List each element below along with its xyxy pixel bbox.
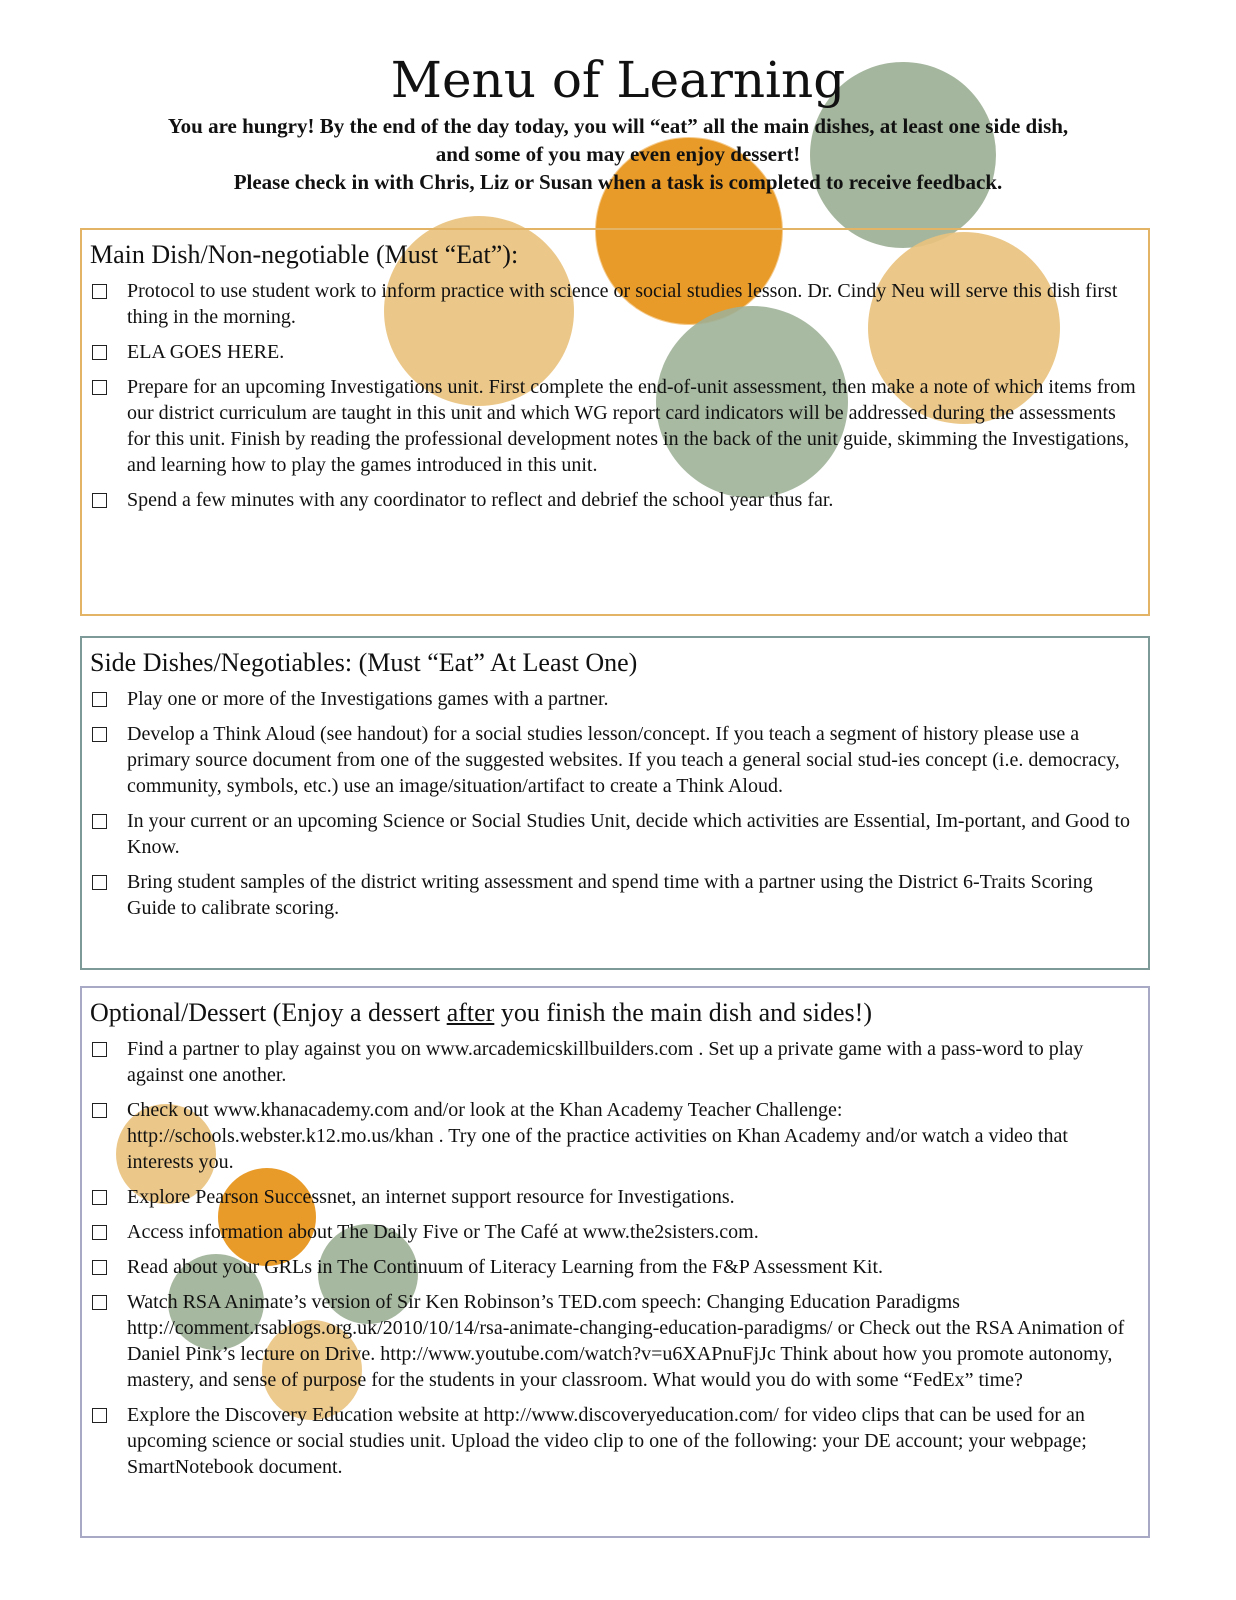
task-text: Develop a Think Aloud (see handout) for a social studies lesson/concept. If you teach a segment of history please use a primary source document from one of the suggested websites. If you teach a general social stud-ies concept (i.e. democracy, community, symbols, etc.) use an image/situation/artifact to create a Think Aloud. [127, 723, 1120, 797]
checkbox[interactable] [92, 1103, 107, 1118]
dessert-title-before: Optional/Dessert (Enjoy a dessert [90, 998, 447, 1027]
task-text: Explore Pearson Successnet, an internet support resource for Investigations. [127, 1186, 735, 1208]
task-item [90, 1402, 1136, 1480]
task-text: Read about your GRLs in The Continuum of Literacy Learning from the F&P Assessment Kit. [127, 1256, 884, 1278]
dessert-section [80, 986, 1150, 1538]
checkbox[interactable] [92, 1225, 107, 1240]
task-item [90, 374, 1136, 478]
task-text: Play one or more of the Investigations games with a partner. [127, 688, 609, 710]
checkbox[interactable] [92, 875, 107, 890]
task-item [90, 686, 1136, 712]
task-item [90, 339, 1136, 365]
checkbox[interactable] [92, 1295, 107, 1310]
task-text: In your current or an upcoming Science or Social Studies Unit, decide which activities are Essential, Im-portant, and Good to Know. [127, 810, 1131, 858]
checkbox[interactable] [92, 1042, 107, 1057]
checkbox[interactable] [92, 284, 107, 299]
intro-line-3: Please check in with Chris, Liz or Susan when a task is completed to receive feedback. [233, 170, 1003, 194]
checkbox[interactable] [92, 380, 107, 395]
task-item [90, 278, 1136, 330]
page-title: Menu of Learning [390, 51, 846, 109]
task-item [90, 721, 1136, 799]
task-item [90, 1184, 1136, 1210]
task-item [90, 1036, 1136, 1088]
main-dish-title: Main Dish/Non-negotiable (Must “Eat”): [90, 240, 519, 269]
checkbox[interactable] [92, 345, 107, 360]
task-text: Bring student samples of the district writing assessment and spend time with a partner using the District 6-Traits Scoring Guide to calibrate scoring. [127, 871, 1093, 919]
checkbox[interactable] [92, 1408, 107, 1423]
task-text: Access information about The Daily Five or The Café at www.the2sisters.com. [127, 1221, 759, 1243]
task-item [90, 869, 1136, 921]
checkbox[interactable] [92, 692, 107, 707]
task-item [90, 1254, 1136, 1280]
task-item [90, 808, 1136, 860]
task-text: Protocol to use student work to inform practice with science or social studies lesson. Dr. Cindy Neu will serve this dish first thing in the morning. [127, 280, 1118, 328]
side-dishes-section [80, 636, 1150, 970]
task-text: Prepare for an upcoming Investigations unit. First complete the end-of-unit assessment, then make a note of which items from our district curriculum are taught in this unit and which WG report card indicators will be addressed during the assessments for this unit. Finish by reading the professional development notes in the back of the unit guide, skimming the Investigations, and learning how to play the games introduced in this unit. [127, 376, 1136, 476]
task-text: Explore the Discovery Education website at http://www.discoveryeducation.com/ for video clips that can be used for an upcoming science or social studies unit. Upload the video clip to one of the following: your DE account; your webpage; SmartNotebook document. [127, 1404, 1087, 1478]
task-text: ELA GOES HERE. [127, 341, 285, 363]
dessert-title-after: you finish the main dish and sides!) [494, 998, 872, 1027]
dessert-title [90, 996, 1136, 1030]
side-dishes-title: Side Dishes/Negotiables: (Must “Eat” At Least One) [90, 648, 638, 677]
checkbox[interactable] [92, 727, 107, 742]
task-item [90, 1219, 1136, 1245]
main-dish-section [80, 228, 1150, 616]
task-text: Watch RSA Animate’s version of Sir Ken Robinson’s TED.com speech: Changing Education Paradigms http://comment.rsablogs.org.uk/2010/10/14/rsa-animate-changing-education-paradigms/ or Check out the RSA Animation of Daniel Pink’s lecture on Drive. http://www.youtube.com/watch?v=u6XAPnuFjJc Think about how you promote autonomy, mastery, and sense of purpose for the students in your classroom. What would you do with some “FedEx” time? [127, 1291, 1125, 1391]
intro-line-2: and some of you may even enjoy dessert! [435, 142, 801, 166]
task-item [90, 1289, 1136, 1393]
task-text: Check out www.khanacademy.com and/or look at the Khan Academy Teacher Challenge: http://schools.webster.k12.mo.us/khan . Try one of the practice activities on Khan Academy and/or watch a video that interests you. [127, 1099, 1068, 1173]
task-text: Spend a few minutes with any coordinator to reflect and debrief the school year thus far. [127, 489, 834, 511]
checkbox[interactable] [92, 1260, 107, 1275]
checkbox[interactable] [92, 1190, 107, 1205]
checkbox[interactable] [92, 814, 107, 829]
task-text: Find a partner to play against you on www.arcademicskillbuilders.com . Set up a private game with a pass-word to play against one another. [127, 1038, 1084, 1086]
task-item [90, 1097, 1136, 1175]
checkbox[interactable] [92, 493, 107, 508]
dessert-title-underlined: after [446, 998, 495, 1027]
task-item [90, 487, 1136, 513]
page-header [0, 50, 1236, 196]
intro-line-1: You are hungry! By the end of the day today, you will “eat” all the main dishes, at least one side dish, [167, 114, 1069, 138]
